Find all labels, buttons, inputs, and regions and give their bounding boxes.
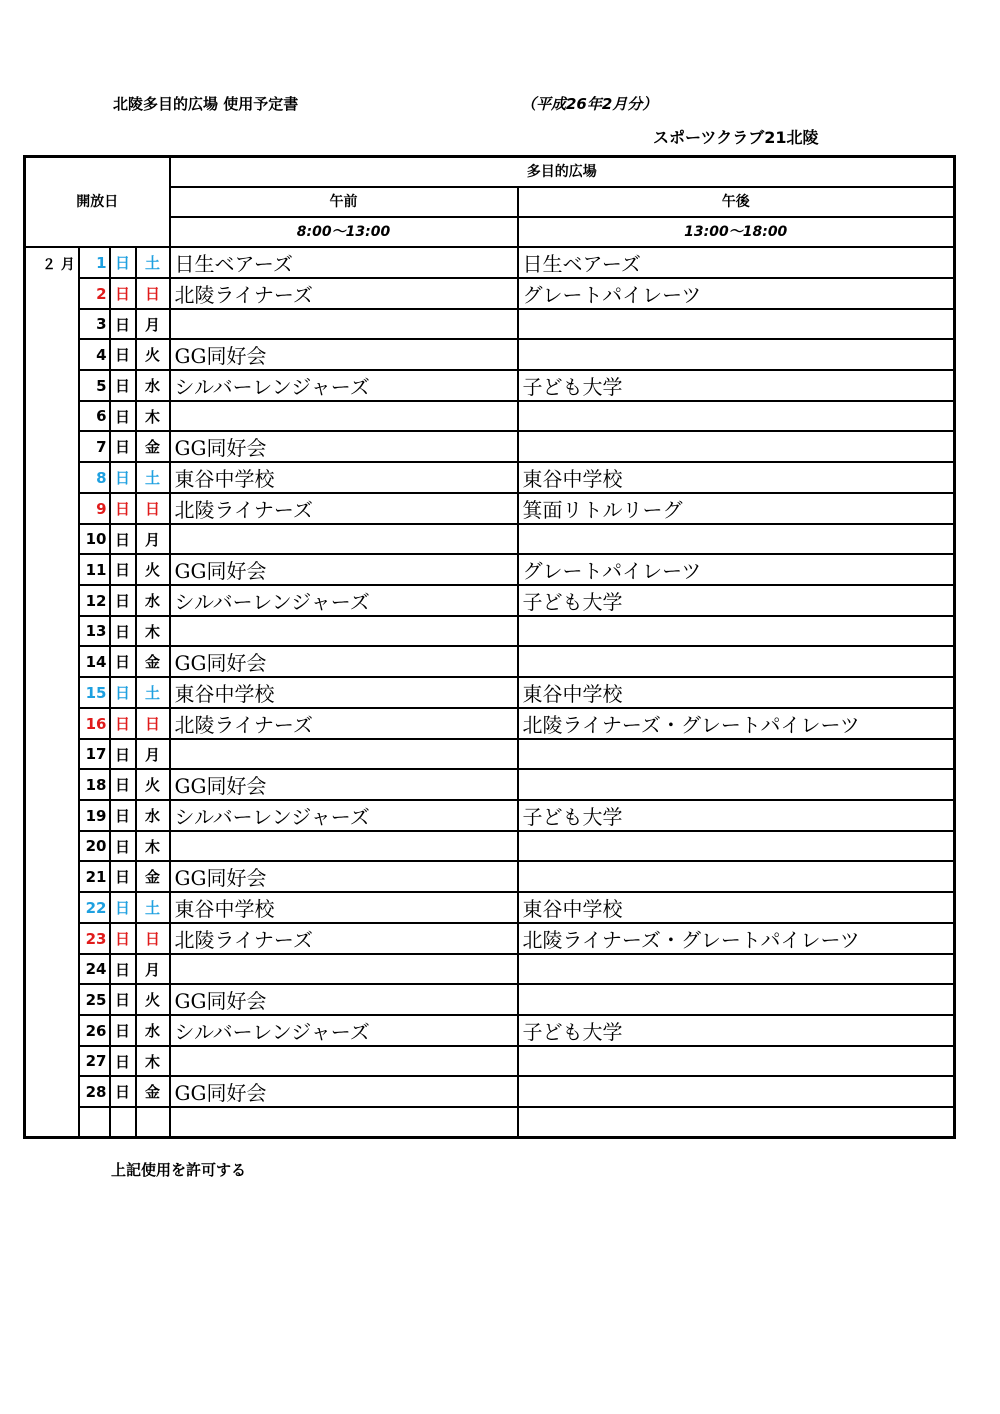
am-booking: 東谷中学校 xyxy=(170,892,518,923)
table-row xyxy=(25,831,955,861)
table-row xyxy=(25,769,955,800)
pm-booking xyxy=(518,309,955,339)
day-suffix: 日 xyxy=(110,401,136,431)
table-row xyxy=(25,861,955,892)
pm-booking: 東谷中学校 xyxy=(518,462,955,493)
weekday: 金 xyxy=(136,861,170,892)
day-suffix: 日 xyxy=(110,831,136,861)
weekday xyxy=(136,1107,170,1138)
day-number: 20 xyxy=(79,831,110,861)
weekday: 日 xyxy=(136,708,170,739)
weekday: 土 xyxy=(136,677,170,708)
day-suffix: 日 xyxy=(110,1046,136,1076)
pm-booking: 子ども大学 xyxy=(518,585,955,616)
day-number: 3 xyxy=(79,309,110,339)
pm-booking: 子ども大学 xyxy=(518,800,955,831)
table-row xyxy=(25,401,955,431)
day-suffix: 日 xyxy=(110,1015,136,1046)
document-title: 北陵多目的広場 使用予定書 xyxy=(113,95,299,113)
day-number: 14 xyxy=(79,646,110,677)
day-number: 19 xyxy=(79,800,110,831)
day-suffix: 日 xyxy=(110,309,136,339)
weekday: 水 xyxy=(136,585,170,616)
weekday: 土 xyxy=(136,462,170,493)
day-number: 18 xyxy=(79,769,110,800)
table-row xyxy=(25,524,955,554)
pm-booking: 子ども大学 xyxy=(518,1015,955,1046)
pm-booking xyxy=(518,524,955,554)
day-suffix: 日 xyxy=(110,861,136,892)
am-booking: GG同好会 xyxy=(170,1076,518,1107)
pm-booking xyxy=(518,861,955,892)
am-booking: 北陵ライナーズ xyxy=(170,278,518,309)
pm-booking xyxy=(518,1107,955,1138)
am-booking: 東谷中学校 xyxy=(170,462,518,493)
day-suffix: 日 xyxy=(110,247,136,278)
table-row xyxy=(25,892,955,923)
weekday: 日 xyxy=(136,278,170,309)
pm-booking: 子ども大学 xyxy=(518,370,955,401)
am-time-header: 8:00～13:00 xyxy=(170,217,518,247)
day-suffix: 日 xyxy=(110,616,136,646)
am-booking: GG同好会 xyxy=(170,984,518,1015)
table-row xyxy=(25,739,955,769)
day-number: 25 xyxy=(79,984,110,1015)
pm-booking: グレートパイレーツ xyxy=(518,554,955,585)
day-number: 8 xyxy=(79,462,110,493)
day-number: 17 xyxy=(79,739,110,769)
table-row xyxy=(25,984,955,1015)
weekday: 木 xyxy=(136,1046,170,1076)
day-number: 2 xyxy=(79,278,110,309)
weekday: 日 xyxy=(136,923,170,954)
pm-booking xyxy=(518,646,955,677)
weekday: 月 xyxy=(136,309,170,339)
day-suffix: 日 xyxy=(110,984,136,1015)
day-suffix: 日 xyxy=(110,585,136,616)
weekday: 土 xyxy=(136,247,170,278)
table-row xyxy=(25,370,955,401)
day-suffix xyxy=(110,1107,136,1138)
am-booking xyxy=(170,401,518,431)
period-label: （平成26年2月分） xyxy=(521,95,658,113)
am-booking: GG同好会 xyxy=(170,861,518,892)
pm-booking: 東谷中学校 xyxy=(518,677,955,708)
am-booking: GG同好会 xyxy=(170,554,518,585)
day-number: 16 xyxy=(79,708,110,739)
pm-booking xyxy=(518,1076,955,1107)
am-booking xyxy=(170,616,518,646)
organization-name: スポーツクラブ21北陵 xyxy=(653,128,819,147)
am-booking: シルバーレンジャーズ xyxy=(170,370,518,401)
table-row xyxy=(25,677,955,708)
day-suffix: 日 xyxy=(110,554,136,585)
am-booking: 北陵ライナーズ xyxy=(170,708,518,739)
day-number: 28 xyxy=(79,1076,110,1107)
pm-booking xyxy=(518,339,955,370)
pm-booking xyxy=(518,616,955,646)
weekday: 金 xyxy=(136,431,170,462)
pm-header: 午後 xyxy=(518,187,955,217)
am-booking xyxy=(170,309,518,339)
pm-booking xyxy=(518,1046,955,1076)
table-row xyxy=(25,247,955,278)
weekday: 金 xyxy=(136,1076,170,1107)
day-suffix: 日 xyxy=(110,278,136,309)
day-suffix: 日 xyxy=(110,646,136,677)
day-number: 26 xyxy=(79,1015,110,1046)
weekday: 月 xyxy=(136,524,170,554)
am-booking: シルバーレンジャーズ xyxy=(170,800,518,831)
am-booking xyxy=(170,1046,518,1076)
am-booking xyxy=(170,739,518,769)
pm-booking xyxy=(518,954,955,984)
day-number: 21 xyxy=(79,861,110,892)
weekday: 月 xyxy=(136,739,170,769)
weekday: 月 xyxy=(136,954,170,984)
am-booking: GG同好会 xyxy=(170,769,518,800)
day-suffix: 日 xyxy=(110,493,136,524)
table-row xyxy=(25,493,955,524)
day-number: 23 xyxy=(79,923,110,954)
day-number: 1 xyxy=(79,247,110,278)
pm-booking xyxy=(518,739,955,769)
day-number: 7 xyxy=(79,431,110,462)
day-number: 12 xyxy=(79,585,110,616)
day-number: 22 xyxy=(79,892,110,923)
weekday: 水 xyxy=(136,370,170,401)
day-suffix: 日 xyxy=(110,677,136,708)
table-row xyxy=(25,954,955,984)
pm-booking: 北陵ライナーズ・グレートパイレーツ xyxy=(518,923,955,954)
table-row xyxy=(25,339,955,370)
table-row xyxy=(25,923,955,954)
approval-note: 上記使用を許可する xyxy=(111,1161,247,1179)
day-suffix: 日 xyxy=(110,708,136,739)
day-suffix: 日 xyxy=(110,954,136,984)
table-row xyxy=(25,278,955,309)
day-number: 24 xyxy=(79,954,110,984)
weekday: 火 xyxy=(136,769,170,800)
am-booking: GG同好会 xyxy=(170,431,518,462)
day-suffix: 日 xyxy=(110,892,136,923)
day-suffix: 日 xyxy=(110,431,136,462)
weekday: 火 xyxy=(136,339,170,370)
am-header: 午前 xyxy=(170,187,518,217)
pm-booking xyxy=(518,431,955,462)
am-booking xyxy=(170,831,518,861)
pm-booking xyxy=(518,831,955,861)
table-row xyxy=(25,585,955,616)
day-suffix: 日 xyxy=(110,524,136,554)
weekday: 火 xyxy=(136,984,170,1015)
day-suffix: 日 xyxy=(110,339,136,370)
am-booking: 東谷中学校 xyxy=(170,677,518,708)
pm-booking xyxy=(518,401,955,431)
day-suffix: 日 xyxy=(110,739,136,769)
pm-booking: 日生ベアーズ xyxy=(518,247,955,278)
am-booking: 北陵ライナーズ xyxy=(170,493,518,524)
day-number: 6 xyxy=(79,401,110,431)
weekday: 日 xyxy=(136,493,170,524)
table-row xyxy=(25,708,955,739)
am-booking: シルバーレンジャーズ xyxy=(170,585,518,616)
table-row xyxy=(25,646,955,677)
pm-booking xyxy=(518,769,955,800)
day-number: 13 xyxy=(79,616,110,646)
am-booking: 北陵ライナーズ xyxy=(170,923,518,954)
am-booking: GG同好会 xyxy=(170,646,518,677)
day-suffix: 日 xyxy=(110,1076,136,1107)
table-row xyxy=(25,800,955,831)
weekday: 水 xyxy=(136,800,170,831)
table-row xyxy=(25,1107,955,1138)
weekday: 木 xyxy=(136,616,170,646)
pm-booking: 東谷中学校 xyxy=(518,892,955,923)
day-suffix: 日 xyxy=(110,923,136,954)
table-row xyxy=(25,554,955,585)
weekday: 水 xyxy=(136,1015,170,1046)
venue-header: 多目的広場 xyxy=(170,157,955,188)
day-suffix: 日 xyxy=(110,800,136,831)
pm-booking: 箕面リトルリーグ xyxy=(518,493,955,524)
day-number: 10 xyxy=(79,524,110,554)
day-number: 9 xyxy=(79,493,110,524)
pm-booking xyxy=(518,984,955,1015)
table-row xyxy=(25,1076,955,1107)
month-cell: ２ 月 xyxy=(25,247,79,1138)
weekday: 金 xyxy=(136,646,170,677)
day-number: 27 xyxy=(79,1046,110,1076)
day-number: 4 xyxy=(79,339,110,370)
pm-booking: 北陵ライナーズ・グレートパイレーツ xyxy=(518,708,955,739)
day-number xyxy=(79,1107,110,1138)
am-booking xyxy=(170,1107,518,1138)
day-suffix: 日 xyxy=(110,370,136,401)
am-booking xyxy=(170,954,518,984)
weekday: 木 xyxy=(136,401,170,431)
table-row xyxy=(25,309,955,339)
open-day-header: 開放日 xyxy=(25,157,170,248)
weekday: 木 xyxy=(136,831,170,861)
day-number: 15 xyxy=(79,677,110,708)
weekday: 土 xyxy=(136,892,170,923)
day-suffix: 日 xyxy=(110,769,136,800)
am-booking: シルバーレンジャーズ xyxy=(170,1015,518,1046)
am-booking: 日生ベアーズ xyxy=(170,247,518,278)
table-row xyxy=(25,1015,955,1046)
table-row xyxy=(25,462,955,493)
day-number: 5 xyxy=(79,370,110,401)
table-row xyxy=(25,1046,955,1076)
table-row xyxy=(25,431,955,462)
table-row xyxy=(25,616,955,646)
day-number: 11 xyxy=(79,554,110,585)
am-booking xyxy=(170,524,518,554)
am-booking: GG同好会 xyxy=(170,339,518,370)
schedule-table xyxy=(23,155,956,1139)
pm-booking: グレートパイレーツ xyxy=(518,278,955,309)
pm-time-header: 13:00～18:00 xyxy=(518,217,955,247)
weekday: 火 xyxy=(136,554,170,585)
day-suffix: 日 xyxy=(110,462,136,493)
